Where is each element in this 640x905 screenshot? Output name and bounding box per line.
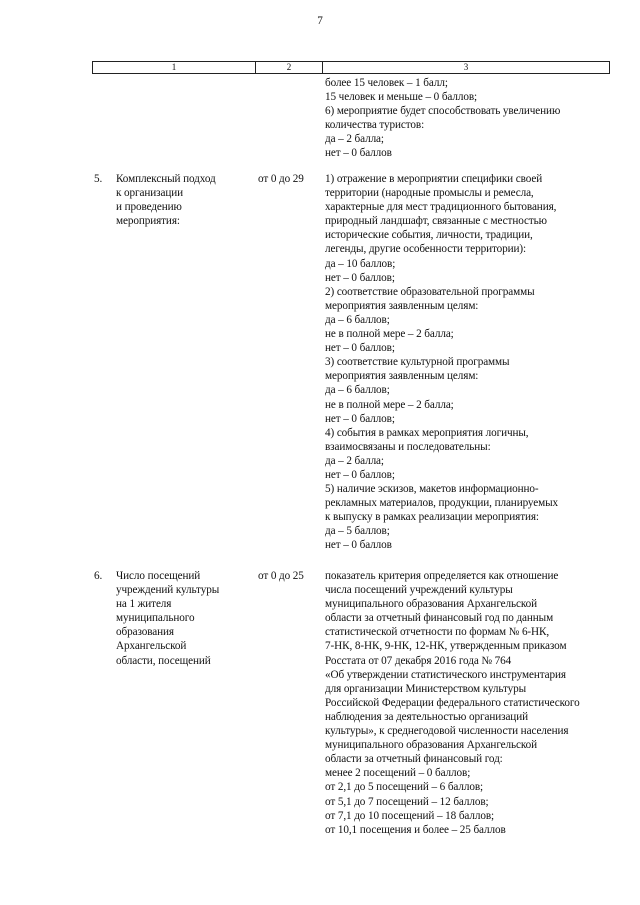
- criterion-line: Росстата от 07 декабря 2016 года № 764: [325, 654, 512, 667]
- criterion-line: да – 6 баллов;: [325, 384, 390, 397]
- criterion-line: нет – 0 баллов;: [325, 468, 395, 481]
- criterion-name-line: муниципального: [116, 612, 195, 625]
- criterion-line: взаимосвязаны и последовательны:: [325, 440, 491, 453]
- criterion-name-line: и проведению: [116, 201, 182, 214]
- criterion-line: 5) наличие эскизов, макетов информационно-: [325, 483, 539, 496]
- page-number: 7: [317, 15, 323, 27]
- criterion-line: легенды, другие особенности территории):: [325, 243, 527, 256]
- criterion-line: 1) отражение в мероприятии специфики своей: [325, 173, 543, 185]
- criterion-line: территории (народные промыслы и ремесла,: [325, 187, 534, 200]
- criterion-line: не в полной мере – 2 балла;: [325, 328, 454, 341]
- criterion-name-line: к организации: [116, 187, 183, 200]
- criterion-name-line: образования: [116, 626, 174, 639]
- continuation-line: более 15 человек – 1 балл;: [325, 77, 448, 89]
- criterion-line: культуры», к среднегодовой численности населения: [325, 725, 569, 738]
- table-header: [92, 61, 610, 74]
- criterion-line: «Об утверждении статистического инструментария: [325, 668, 566, 681]
- criterion-name-line: Число посещений: [116, 570, 201, 582]
- criterion-line: да – 5 баллов;: [325, 525, 390, 538]
- criterion-line: от 7,1 до 10 посещений – 18 баллов;: [325, 809, 495, 822]
- continuation-line: количества туристов:: [325, 119, 425, 132]
- header-col-3: 3: [463, 62, 469, 72]
- criterion-line: рекламных материалов, продукции, планируемых: [325, 497, 559, 510]
- row-number: 5.: [94, 173, 103, 185]
- continuation-text: [325, 76, 615, 161]
- criterion-line: нет – 0 баллов;: [325, 412, 395, 425]
- criterion-line: 2) соответствие образовательной программы: [325, 285, 535, 298]
- continuation-line: 6) мероприятие будет способствовать увеличению: [325, 105, 561, 118]
- criterion-line: статистической отчетности по формам № 6-НК,: [325, 626, 550, 639]
- header-col-1: 1: [93, 62, 256, 73]
- score-range: от 0 до 29: [258, 173, 304, 185]
- criterion-description: [325, 569, 615, 837]
- criterion-line: менее 2 посещений – 0 баллов;: [325, 767, 471, 780]
- criterion-line: характерные для мест традиционного бытования,: [325, 201, 557, 214]
- criterion-line: числа посещений учреждений культуры: [325, 584, 513, 597]
- criterion-line: да – 2 балла;: [325, 454, 384, 467]
- criterion-name-line: Архангельской: [116, 640, 187, 653]
- criterion-name-line: на 1 жителя: [116, 598, 172, 611]
- header-col-2: 2: [256, 62, 323, 73]
- score-range: от 0 до 25: [258, 570, 304, 582]
- criterion-line: да – 10 баллов;: [325, 257, 396, 270]
- continuation-line: да – 2 балла;: [325, 133, 384, 146]
- criterion-name-line: мероприятия:: [116, 215, 180, 228]
- row-number: 6.: [94, 570, 103, 582]
- criterion-line: 4) события в рамках мероприятия логичны,: [325, 426, 529, 439]
- criterion-line: наблюдения за деятельностью организаций: [325, 710, 528, 723]
- criterion-line: показатель критерия определяется как отношение: [325, 570, 559, 582]
- criterion-line: муниципального образования Архангельской: [325, 598, 538, 611]
- criterion-line: области за отчетный финансовый год:: [325, 753, 503, 766]
- criterion-line: нет – 0 баллов: [325, 539, 392, 552]
- criterion-description: [325, 172, 615, 553]
- criterion-name-line: области, посещений: [116, 654, 211, 667]
- criterion-line: от 10,1 посещения и более – 25 баллов: [325, 823, 506, 836]
- continuation-line: 15 человек и меньше – 0 баллов;: [325, 91, 478, 104]
- criterion-line: 3) соответствие культурной программы: [325, 356, 510, 369]
- criterion-line: Российской Федерации федерального статистического: [325, 696, 580, 709]
- criterion-line: для организации Министерством культуры: [325, 682, 526, 695]
- criterion-line: муниципального образования Архангельской: [325, 739, 538, 752]
- criterion-line: 7-НК, 8-НК, 9-НК, 12-НК, утвержденным приказом: [325, 640, 567, 653]
- criterion-line: мероприятия заявленным целям:: [325, 370, 479, 383]
- criterion-line: от 2,1 до 5 посещений – 6 баллов;: [325, 781, 484, 794]
- criterion-line: нет – 0 баллов;: [325, 271, 395, 284]
- criterion-name: [116, 569, 246, 668]
- criterion-name: [116, 172, 246, 228]
- criterion-name-line: учреждений культуры: [116, 584, 220, 597]
- criterion-line: не в полной мере – 2 балла;: [325, 398, 454, 411]
- criterion-name-line: Комплексный подход: [116, 173, 216, 185]
- criterion-line: природный ландшафт, связанные с местностью: [325, 215, 547, 228]
- criterion-line: от 5,1 до 7 посещений – 12 баллов;: [325, 795, 489, 808]
- criterion-line: к выпуску в рамках реализации мероприятия:: [325, 511, 539, 524]
- criterion-line: исторические события, личности, традиции,: [325, 229, 533, 242]
- criterion-line: области за отчетный финансовый год по данным: [325, 612, 554, 625]
- criterion-line: да – 6 баллов;: [325, 313, 390, 326]
- criteria-table: [92, 61, 610, 74]
- criterion-line: нет – 0 баллов;: [325, 342, 395, 355]
- continuation-line: нет – 0 баллов: [325, 147, 392, 160]
- criterion-line: мероприятия заявленным целям:: [325, 299, 479, 312]
